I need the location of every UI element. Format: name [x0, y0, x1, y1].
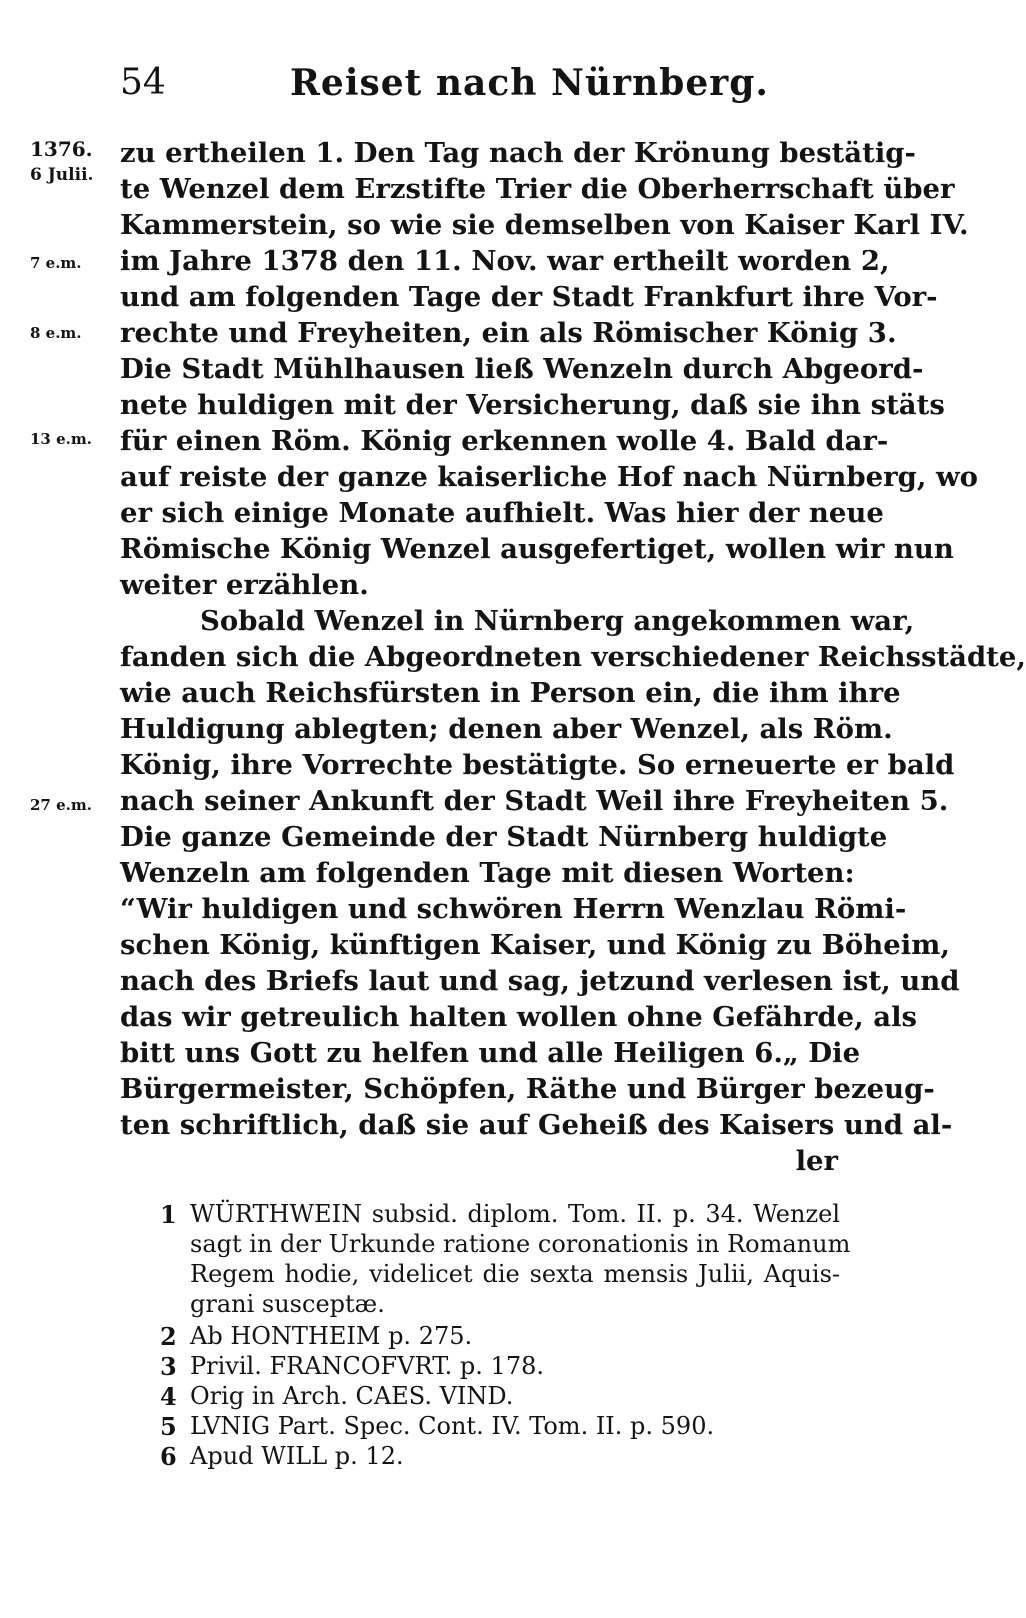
footnote-line: sagt in der Urkunde ratione coronationis in Romanum — [190, 1230, 851, 1258]
text-line: zu ertheilen 1. Den Tag nach der Krönung bestätig- — [120, 137, 916, 169]
text-line: ten schriftlich, daß sie auf Geheiß des Kaisers und al- — [120, 1109, 953, 1141]
text-line: fanden sich die Abgeordneten verschiedener Reichsstädte, — [120, 641, 1026, 673]
margin-note-date: 8 e.m. — [30, 324, 82, 342]
text-line: “Wir huldigen und schwören Herrn Wenzlau Römi- — [120, 893, 907, 925]
margin-note-date: 27 e.m. — [30, 796, 92, 814]
margin-note-date: 6 Julii. — [30, 165, 94, 185]
footnote-number: 6 — [160, 1442, 177, 1471]
text-line: nach des Briefs laut und sag, jetzund verlesen ist, und — [120, 965, 960, 997]
margin-note-year: 1376. — [30, 137, 93, 161]
text-line: te Wenzel dem Erzstifte Trier die Oberherrschaft über — [120, 173, 955, 205]
text-line: nach seiner Ankunft der Stadt Weil ihre Freyheiten 5. — [120, 785, 949, 817]
text-line: König, ihre Vorrechte bestätigte. So erneuerte er bald — [120, 749, 955, 781]
text-line: wie auch Reichsfürsten in Person ein, die ihm ihre — [120, 677, 901, 709]
page-number: 54 — [120, 62, 166, 103]
footnote-number: 3 — [160, 1352, 177, 1381]
text-line: und am folgenden Tage der Stadt Frankfurt ihre Vor- — [120, 281, 938, 313]
margin-note-date: 7 e.m. — [30, 254, 82, 272]
text-line: weiter erzählen. — [120, 569, 369, 601]
text-line: auf reiste der ganze kaiserliche Hof nach Nürnberg, wo — [120, 461, 978, 493]
running-title: Reiset nach Nürnberg. — [290, 62, 769, 104]
footnote-number: 5 — [160, 1412, 177, 1441]
footnote-line: LVNIG Part. Spec. Cont. IV. Tom. II. p. 590. — [190, 1412, 715, 1440]
text-line: nete huldigen mit der Versicherung, daß sie ihn stäts — [120, 389, 945, 421]
footnote-line: Ab HONTHEIM p. 275. — [190, 1322, 473, 1350]
text-line: Sobald Wenzel in Nürnberg angekommen war, — [200, 605, 915, 637]
text-line: Die ganze Gemeinde der Stadt Nürnberg huldigte — [120, 821, 888, 853]
text-line: für einen Röm. König erkennen wolle 4. Bald dar- — [120, 425, 889, 457]
footnote-line: Orig in Arch. CAES. VIND. — [190, 1382, 514, 1410]
margin-note-date: 13 e.m. — [30, 430, 92, 448]
text-line: Bürgermeister, Schöpfen, Räthe und Bürger bezeug- — [120, 1073, 935, 1105]
text-line: schen König, künftigen Kaiser, und König zu Böheim, — [120, 929, 950, 961]
footnote-line: WÜRTHWEIN subsid. diplom. Tom. II. p. 34. Wenzel — [190, 1200, 840, 1228]
text-line: Huldigung ablegten; denen aber Wenzel, als Röm. — [120, 713, 893, 745]
text-line: Wenzeln am folgenden Tage mit diesen Worten: — [120, 857, 855, 889]
footnote-number: 4 — [160, 1382, 177, 1411]
footnote-line: Apud WILL p. 12. — [190, 1442, 404, 1470]
text-line: Römische König Wenzel ausgefertiget, wollen wir nun — [120, 533, 954, 565]
text-line: er sich einige Monate aufhielt. Was hier der neue — [120, 497, 884, 529]
text-line: im Jahre 1378 den 11. Nov. war ertheilt worden 2, — [120, 245, 890, 277]
text-line: bitt uns Gott zu helfen und alle Heiligen 6.„ Die — [120, 1037, 861, 1069]
footnote-number: 1 — [160, 1200, 177, 1229]
footnote-number: 2 — [160, 1322, 177, 1351]
text-line: rechte und Freyheiten, ein als Römischer König 3. — [120, 317, 897, 349]
page-header — [0, 62, 960, 112]
footnote-line: Regem hodie, videlicet die sexta mensis Julii, Aquis- — [190, 1260, 840, 1288]
footnote-line: grani susceptæ. — [190, 1290, 385, 1318]
catchword: ler — [795, 1145, 838, 1177]
footnote-line: Privil. FRANCOFVRT. p. 178. — [190, 1352, 544, 1380]
text-line: Die Stadt Mühlhausen ließ Wenzeln durch Abgeord- — [120, 353, 924, 385]
text-line: Kammerstein, so wie sie demselben von Kaiser Karl IV. — [120, 209, 969, 241]
text-line: das wir getreulich halten wollen ohne Gefährde, als — [120, 1001, 918, 1033]
